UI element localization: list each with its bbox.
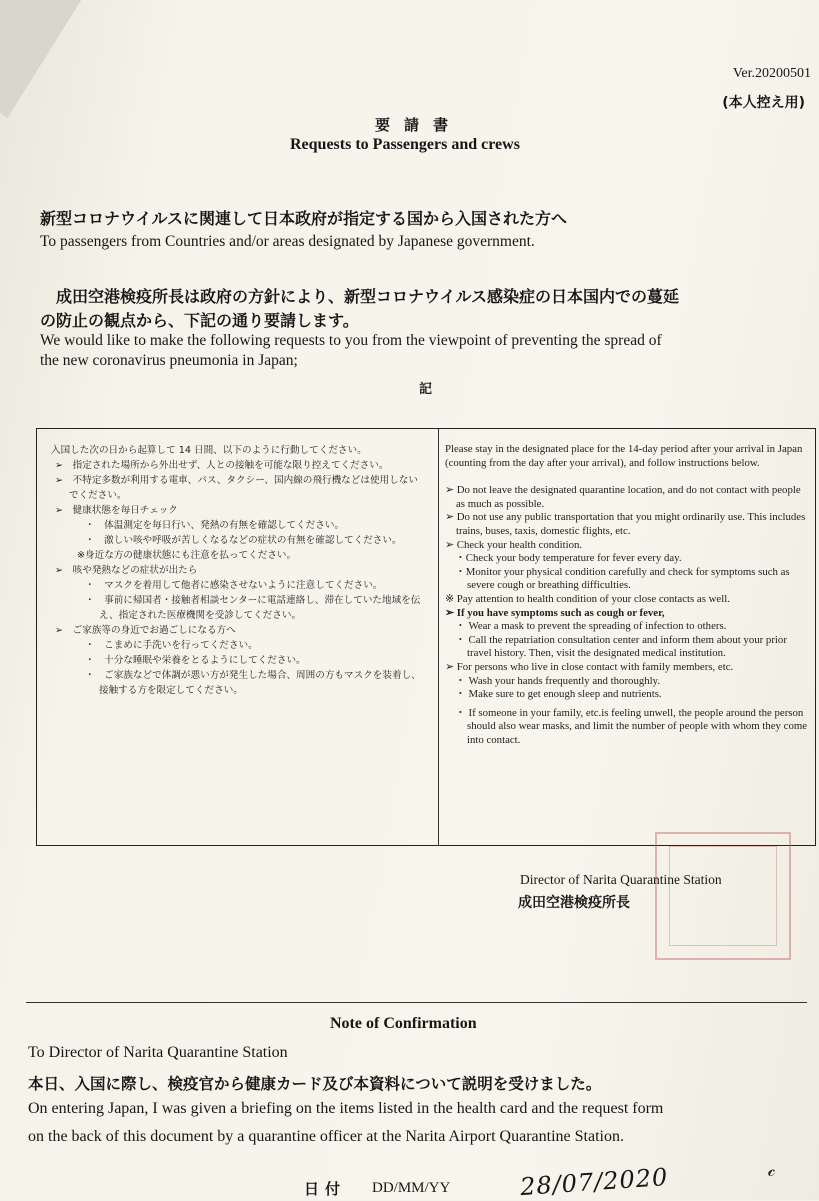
- requests-box: [36, 428, 816, 846]
- en-sec3: ➢ Check your health condition.: [445, 538, 583, 551]
- en-sec4-a: ・ Wear a mask to prevent the spreading of infection to others.: [455, 620, 727, 633]
- box-divider: [438, 429, 439, 845]
- jp-sec3-a: ・ 体温測定を毎日行い、発熱の有無を確認してください。: [85, 520, 345, 531]
- jp-sec2: ➢ 不特定多数が利用する電車、バス、タクシー、国内線の飛行機などは使用しないでください。: [55, 475, 418, 501]
- jp-sec5-c: ・ ご家族などで体調が悪い方が発生した場合、周囲の方もマスクを装着し、接触する方を限定してください。: [85, 670, 421, 696]
- confirmation-en-line1: On entering Japan, I was given a briefing on the items listed in the health card and the request form: [28, 1100, 664, 1117]
- pen-mark: 𝒸: [768, 1160, 776, 1180]
- title-en: Requests to Passengers and crews: [290, 136, 520, 153]
- en-note: ※ Pay attention to health condition of your close contacts as well.: [445, 592, 730, 605]
- jp-sec5-a: ・ こまめに手洗いを行ってください。: [85, 640, 258, 651]
- director-en: Director of Narita Quarantine Station: [520, 872, 722, 887]
- title-jp: 要請書: [375, 116, 463, 134]
- section-divider: [26, 1002, 807, 1003]
- intro-en-para-line2: the new coronavirus pneumonia in Japan;: [40, 352, 298, 369]
- en-sec4-b: ・ Call the repatriation consultation center and inform them about your prior travel history. Then, visit the designated medical institution.: [455, 633, 787, 660]
- en-sec1: ➢ Do not leave the designated quarantine location, and do not contact with people as much as possible.: [445, 484, 801, 510]
- intro-jp-para-line1: 成田空港検疫所長は政府の方針により、新型コロナウイルス感染症の日本国内での蔓延: [40, 287, 680, 306]
- version-label: Ver.20200501: [732, 66, 811, 81]
- jp-sec4-a: ・ マスクを着用して他者に感染させないように注意してください。: [85, 580, 383, 591]
- official-seal-stamp: [655, 832, 791, 960]
- en-intro: Please stay in the designated place for the 14-day period after your arrival in Japan (counting from the day after your arrival), and follow instructions below.: [445, 443, 803, 469]
- intro-jp-heading: 新型コロナウイルスに関連して日本政府が指定する国から入国された方へ: [40, 209, 568, 228]
- en-sec5-b: ・ Make sure to get enough sleep and nutrients.: [455, 688, 662, 701]
- jp-sec3: ➢ 健康状態を毎日チェック: [55, 505, 178, 516]
- en-sec3-a: ・Check your body temperature for fever every day.: [455, 552, 682, 565]
- confirmation-en-line2: on the back of this document by a quarantine officer at the Narita Airport Quarantine Station.: [28, 1128, 624, 1145]
- en-sec5-c: ・ If someone in your family, etc.is feeling unwell, the people around the person should also wear masks, and limit the number of people with whom they come into contact.: [455, 706, 808, 746]
- date-label: 日付: [304, 1180, 347, 1198]
- jp-sec4-b: ・ 事前に帰国者・接触者相談センターに電話連絡し、滞在していた地域を伝え、指定された医療機関を受診してください。: [85, 595, 421, 621]
- ki-mark: 記: [419, 382, 433, 397]
- jp-sec5: ➢ ご家族等の身近でお過ごしになる方へ: [55, 625, 236, 636]
- jp-note: ※身近な方の健康状態にも注意を払ってください。: [77, 550, 297, 561]
- date-format: DD/MM/YY: [372, 1180, 451, 1196]
- intro-en-heading: To passengers from Countries and/or areas designated by Japanese government.: [40, 233, 535, 250]
- jp-intro: 入国した次の日から起算して 14 日間、以下のように行動してください。: [51, 445, 367, 456]
- en-sec5: ➢ For persons who live in close contact with family members, etc.: [445, 660, 734, 673]
- en-sec4: ➢ If you have symptoms such as cough or fever,: [445, 606, 665, 619]
- en-sec5-a: ・ Wash your hands frequently and thoroughly.: [455, 674, 661, 687]
- requests-jp-column: [51, 443, 421, 698]
- requests-en-column: [445, 443, 809, 747]
- date-handwritten-value: 28/07/2020: [519, 1162, 670, 1201]
- intro-jp-para-line2: の防止の観点から、下記の通り要請します。: [40, 311, 359, 330]
- confirmation-to: To Director of Narita Quarantine Station: [28, 1044, 288, 1061]
- copy-label: (本人控え用): [722, 95, 805, 111]
- jp-sec3-b: ・ 激しい咳や呼吸が苦しくなるなどの症状の有無を確認してください。: [85, 535, 402, 546]
- jp-sec1: ➢ 指定された場所から外出せず、人との接触を可能な限り控えてください。: [55, 460, 389, 471]
- jp-sec5-b: ・ 十分な睡眠や栄養をとるようにしてください。: [85, 655, 306, 666]
- jp-sec4: ➢ 咳や発熱などの症状が出たら: [55, 565, 198, 576]
- en-sec3-b: ・Monitor your physical condition carefully and check for symptoms such as severe cough or breathing difficulties.: [455, 565, 790, 592]
- confirmation-title: Note of Confirmation: [330, 1015, 477, 1032]
- en-sec2: ➢ Do not use any public transportation that you might ordinarily use. This includes trains, buses, taxis, domestic flights, etc.: [445, 511, 806, 537]
- director-jp: 成田空港検疫所長: [518, 895, 630, 911]
- intro-en-para-line1: We would like to make the following requests to you from the viewpoint of preventing the spread of: [40, 332, 662, 349]
- confirmation-jp: 本日、入国に際し、検疫官から健康カード及び本資料について説明を受けました。: [28, 1075, 602, 1093]
